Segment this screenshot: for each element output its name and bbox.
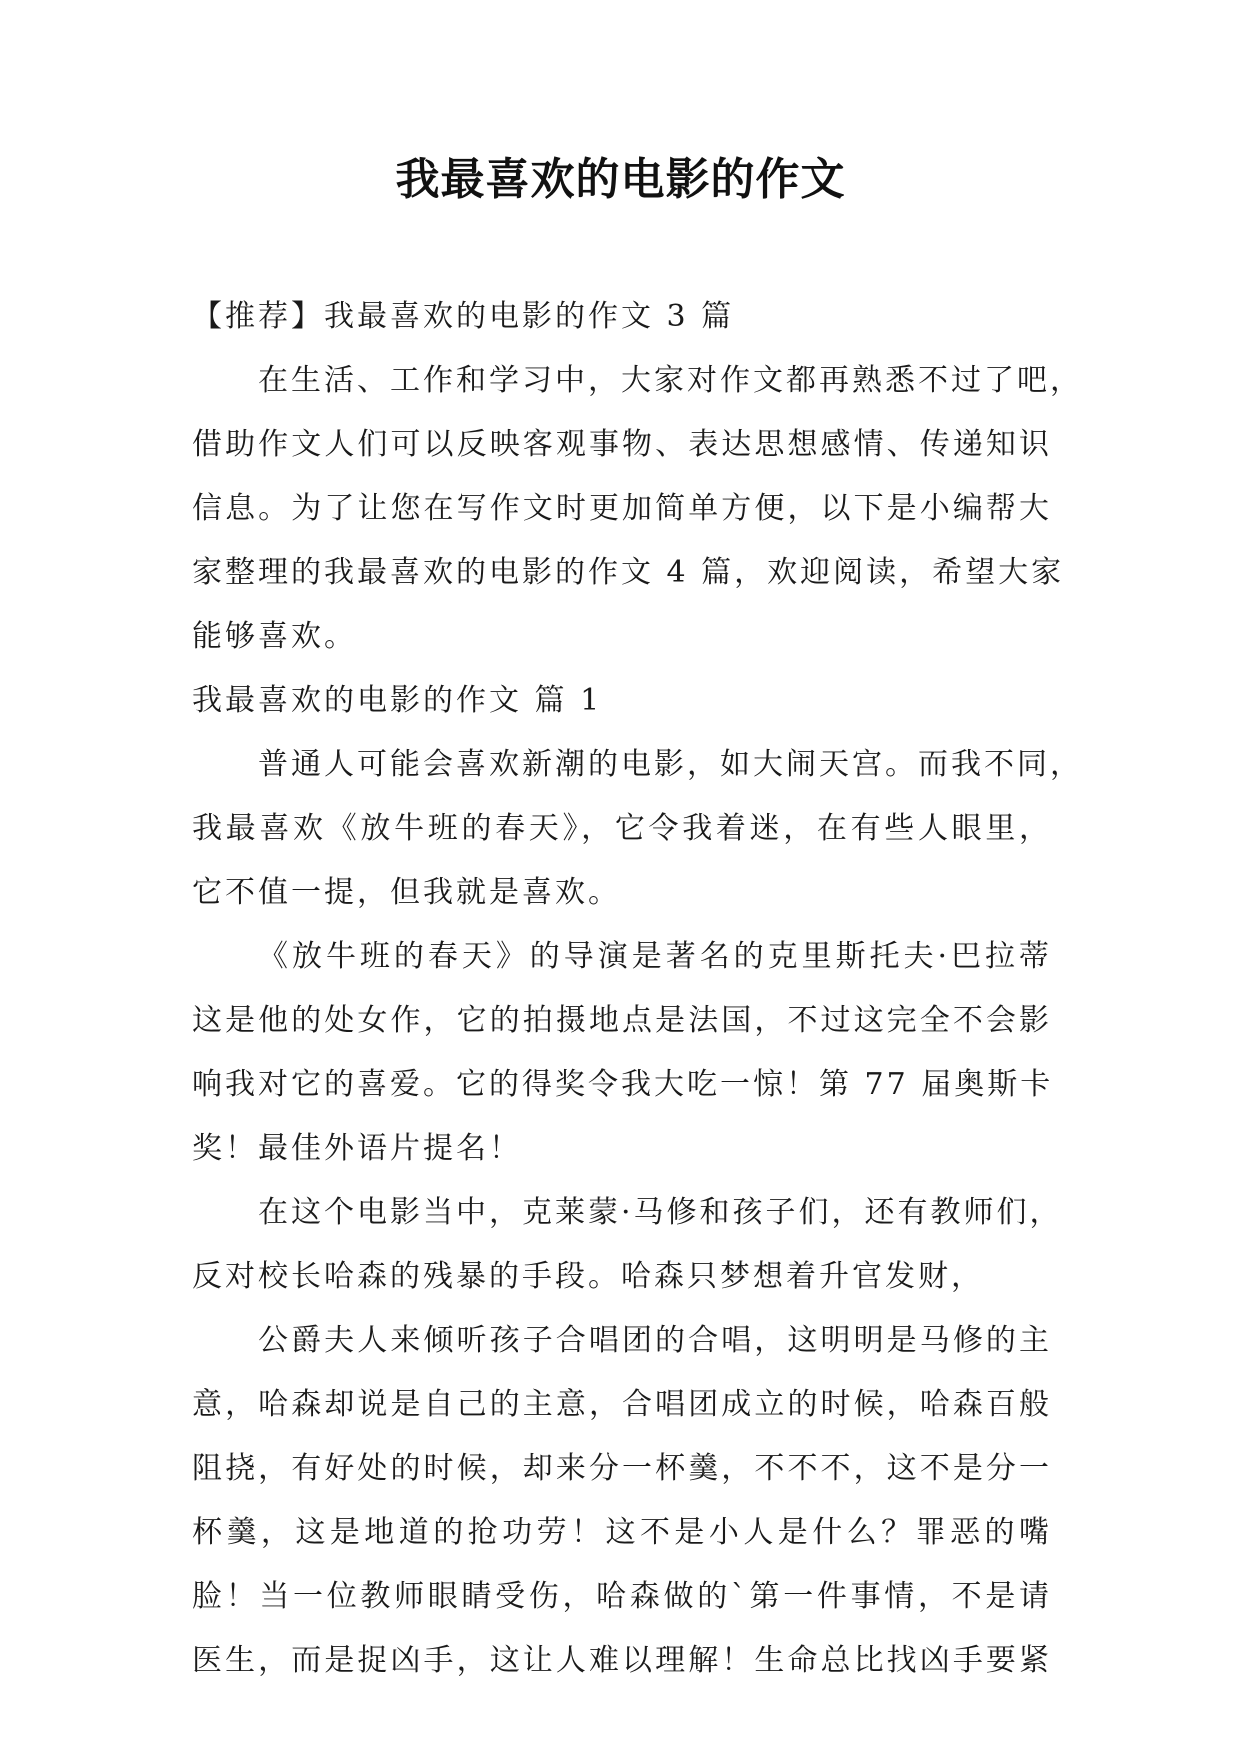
text-line: 普通人可能会喜欢新潮的电影，如大闹天宫。而我不同， xyxy=(258,747,1083,782)
text-line: 它不值一提，但我就是喜欢。 xyxy=(192,875,621,910)
text-line: 能够喜欢。 xyxy=(192,619,357,654)
text-line: 【推荐】我最喜欢的电影的作文 3 篇 xyxy=(192,299,735,334)
text-line: 意，哈森却说是自己的主意，合唱团成立的时候，哈森百般 xyxy=(192,1387,1052,1422)
text-line: 《放牛班的春天》的导演是著名的克里斯托夫·巴拉蒂 xyxy=(258,939,1052,974)
text-line: 奖！最佳外语片提名！ xyxy=(192,1131,522,1166)
text-line: 这是他的处女作，它的拍摄地点是法国，不过这完全不会影 xyxy=(192,1003,1052,1038)
text-line: 信息。为了让您在写作文时更加简单方便，以下是小编帮大 xyxy=(192,491,1052,526)
text-line: 响我对它的喜爱。它的得奖令我大吃一惊！第 77 届奥斯卡 xyxy=(192,1067,1054,1102)
text-line: 脸！当一位教师眼睛受伤，哈森做的`第一件事情，不是请 xyxy=(192,1579,1052,1614)
text-line: 借助作文人们可以反映客观事物、表达思想感情、传递知识 xyxy=(192,427,1052,462)
text-line: 医生，而是捉凶手，这让人难以理解！生命总比找凶手要紧 xyxy=(192,1643,1052,1678)
text-line: 在生活、工作和学习中，大家对作文都再熟悉不过了吧， xyxy=(258,363,1083,398)
text-line: 杯羹，这是地道的抢功劳！这不是小人是什么？罪恶的嘴 xyxy=(192,1515,1052,1550)
text-line: 在这个电影当中，克莱蒙·马修和孩子们，还有教师们， xyxy=(258,1195,1063,1230)
section-heading: 我最喜欢的电影的作文 篇 1 xyxy=(192,683,603,718)
document-title: 我最喜欢的电影的作文 xyxy=(395,154,846,205)
text-line: 家整理的我最喜欢的电影的作文 4 篇，欢迎阅读，希望大家 xyxy=(192,555,1065,590)
text-line: 我最喜欢《放牛班的春天》，它令我着迷，在有些人眼里， xyxy=(192,811,1052,846)
text-line: 阻挠，有好处的时候，却来分一杯羹，不不不，这不是分一 xyxy=(192,1451,1052,1486)
text-line: 公爵夫人来倾听孩子合唱团的合唱，这明明是马修的主 xyxy=(258,1323,1052,1358)
document-body xyxy=(192,285,1083,1693)
text-line: 反对校长哈森的残暴的手段。哈森只梦想着升官发财， xyxy=(192,1259,984,1294)
